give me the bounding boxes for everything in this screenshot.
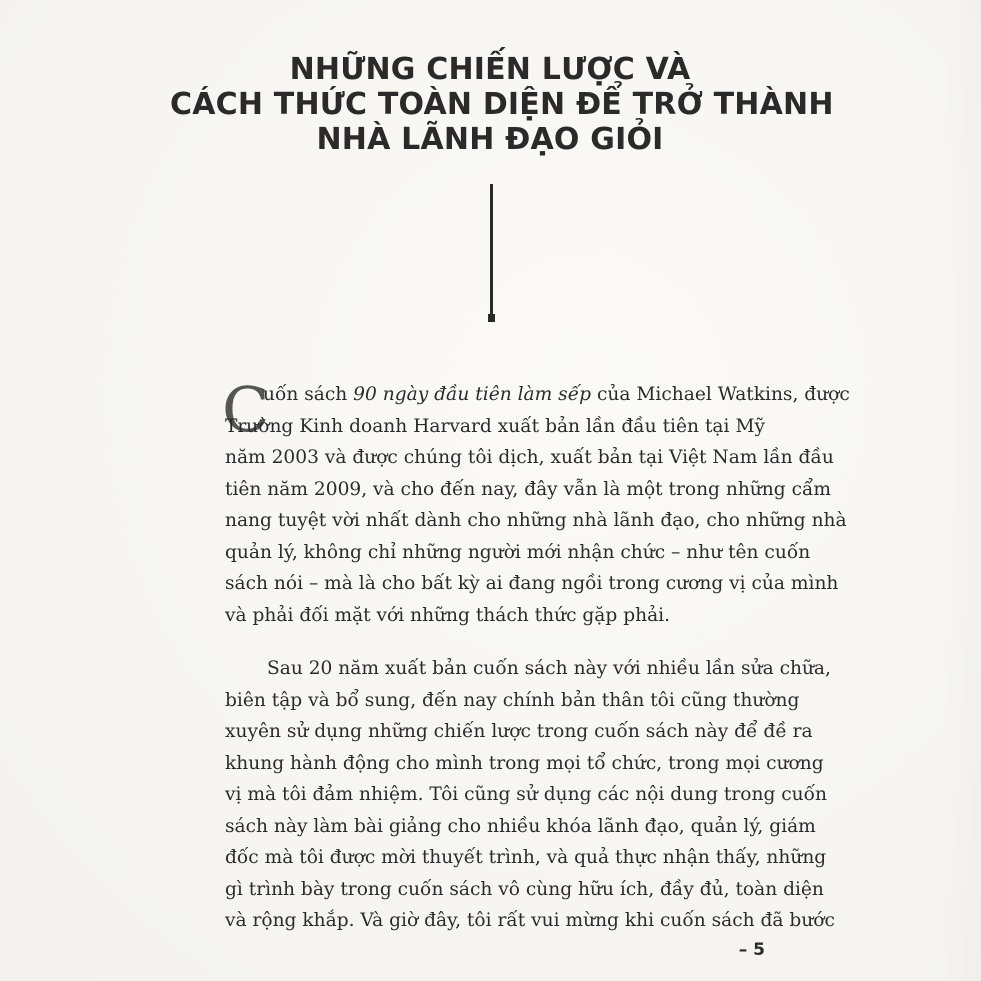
vertical-rule-cap: [488, 314, 495, 322]
paragraph-2-line-1: Sau 20 năm xuất bản cuốn sách này với nhiều lần sửa chữa,: [267, 658, 831, 679]
drop-cap: C: [222, 373, 270, 446]
paragraph-1-line-4: tiên năm 2009, và cho đến nay, đây vẫn là một trong những cẩm: [225, 478, 832, 500]
paragraph-1-line-1: uốn sách 90 ngày đầu tiên làm sếp của Michael Watkins, được: [263, 384, 850, 405]
paragraph-1-line-7: sách nói – mà là cho bất kỳ ai đang ngồi trong cương vị của mình: [225, 573, 839, 594]
paragraph-2: [225, 653, 835, 937]
page-number: – 5: [738, 940, 765, 960]
paragraph-2-line-5: vị mà tôi đảm nhiệm. Tôi cũng sử dụng các nội dung trong cuốn: [225, 784, 827, 805]
paragraph-2-line-7: đốc mà tôi được mời thuyết trình, và quả thực nhận thấy, những: [225, 847, 827, 868]
title-line-3: NHÀ LÃNH ĐẠO GIỎI: [316, 122, 664, 157]
paragraph-1-line-2: Trường Kinh doanh Harvard xuất bản lần đầu tiên tại Mỹ: [225, 415, 765, 437]
paragraph-2-line-6: sách này làm bài giảng cho nhiều khóa lãnh đạo, quản lý, giám: [225, 815, 816, 837]
paragraph-1-line-6: quản lý, không chỉ những người mới nhận chức – như tên cuốn: [225, 541, 811, 563]
paragraph-1-line-3: năm 2003 và được chúng tôi dịch, xuất bản tại Việt Nam lần đầu: [225, 447, 834, 468]
body-text: [222, 373, 850, 937]
paragraph-2-line-9: và rộng khắp. Và giờ đây, tôi rất vui mừng khi cuốn sách đã bước: [225, 910, 835, 931]
paragraph-spacer: [225, 631, 765, 653]
paragraph-1: [222, 373, 850, 631]
paragraph-2-line-2: biên tập và bổ sung, đến nay chính bản thân tôi cũng thường: [225, 689, 800, 711]
paragraph-1-line-8: và phải đối mặt với những thách thức gặp phải.: [225, 604, 671, 626]
title-line-1: NHỮNG CHIẾN LƯỢC VÀ: [289, 52, 691, 87]
paragraph-2-line-3: xuyên sử dụng những chiến lược trong cuốn sách này để đề ra: [225, 721, 813, 742]
paragraph-2-line-8: gì trình bày trong cuốn sách vô cùng hữu ích, đầy đủ, toàn diện: [225, 878, 824, 900]
page-edge-shadow: [941, 0, 981, 981]
paragraph-2-line-4: khung hành động cho mình trong mọi tổ chức, trong mọi cương: [225, 752, 824, 774]
chapter-title: [170, 52, 834, 157]
title-line-2: CÁCH THỨC TOÀN DIỆN ĐỂ TRỞ THÀNH: [170, 87, 834, 122]
vertical-rule-divider: [490, 184, 493, 322]
paragraph-1-line-5: nang tuyệt vời nhất dành cho những nhà lãnh đạo, cho những nhà: [225, 510, 847, 531]
